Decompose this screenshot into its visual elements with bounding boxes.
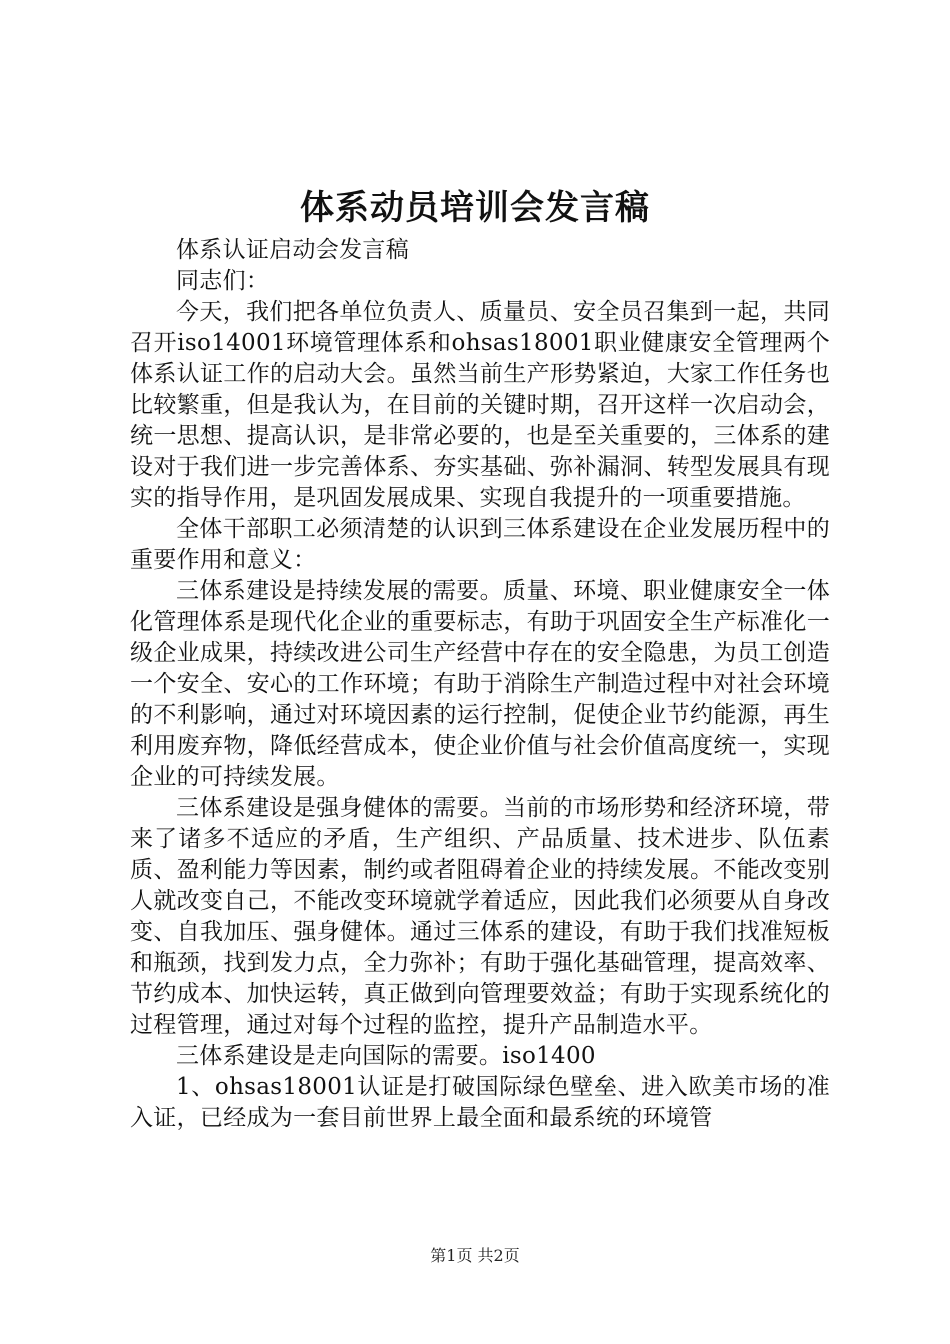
paragraph-subtitle: 体系认证启动会发言稿 xyxy=(176,237,409,263)
paragraph-salutation: 同志们： xyxy=(176,268,270,294)
paragraph-importance: 全体干部职工必须清楚的认识到三体系建设在企业发展历程中的重要作用和意义： xyxy=(130,516,830,573)
document-title: 体系动员培训会发言稿 xyxy=(300,188,650,228)
paragraph-international: 三体系建设是走向国际的需要。iso1400 xyxy=(176,1043,596,1069)
paragraph-strengthening: 三体系建设是强身健体的需要。当前的市场形势和经济环境，带来了诸多不适应的矛盾，生产组织、产品质量、技术进步、队伍素质、盈利能力等因素，制约或者阻碍着企业的持续发展。不能改变别人就改变自己，不能改变环境就学着适应，因此我们必须要从自身改变、自我加压、强身健体。通过三体系的建设，有助于我们找准短板和瓶颈，找到发力点，全力弥补；有助于强化基础管理，提高效率、节约成本、加快运转，真正做到向管理要效益；有助于实现系统化的过程管理，通过对每个过程的监控，提升产品制造水平。 xyxy=(130,795,830,1038)
document-body xyxy=(130,235,830,1134)
page-footer: 第1页 共2页 xyxy=(430,1246,520,1265)
paragraph-certification: 1、ohsas18001认证是打破国际绿色壁垒、进入欧美市场的准入证，已经成为一套目前世界上最全面和最系统的环境管 xyxy=(130,1074,830,1131)
paragraph-intro: 今天，我们把各单位负责人、质量员、安全员召集到一起，共同召开iso14001环境管理体系和ohsas18001职业健康安全管理两个体系认证工作的启动大会。虽然当前生产形势紧迫，大家工作任务也比较繁重，但是我认为，在目前的关键时期，召开这样一次启动会，统一思想、提高认识，是非常必要的，也是至关重要的，三体系的建设对于我们进一步完善体系、夯实基础、弥补漏洞、转型发展具有现实的指导作用，是巩固发展成果、实现自我提升的一项重要措施。 xyxy=(130,299,830,511)
paragraph-sustainable-development: 三体系建设是持续发展的需要。质量、环境、职业健康安全一体化管理体系是现代化企业的重要标志，有助于巩固安全生产标准化一级企业成果，持续改进公司生产经营中存在的安全隐患，为员工创造一个安全、安心的工作环境；有助于消除生产制造过程中对社会环境的不利影响，通过对环境因素的运行控制，促使企业节约能源，再生利用废弃物，降低经营成本，使企业价值与社会价值高度统一，实现企业的可持续发展。 xyxy=(130,578,830,790)
